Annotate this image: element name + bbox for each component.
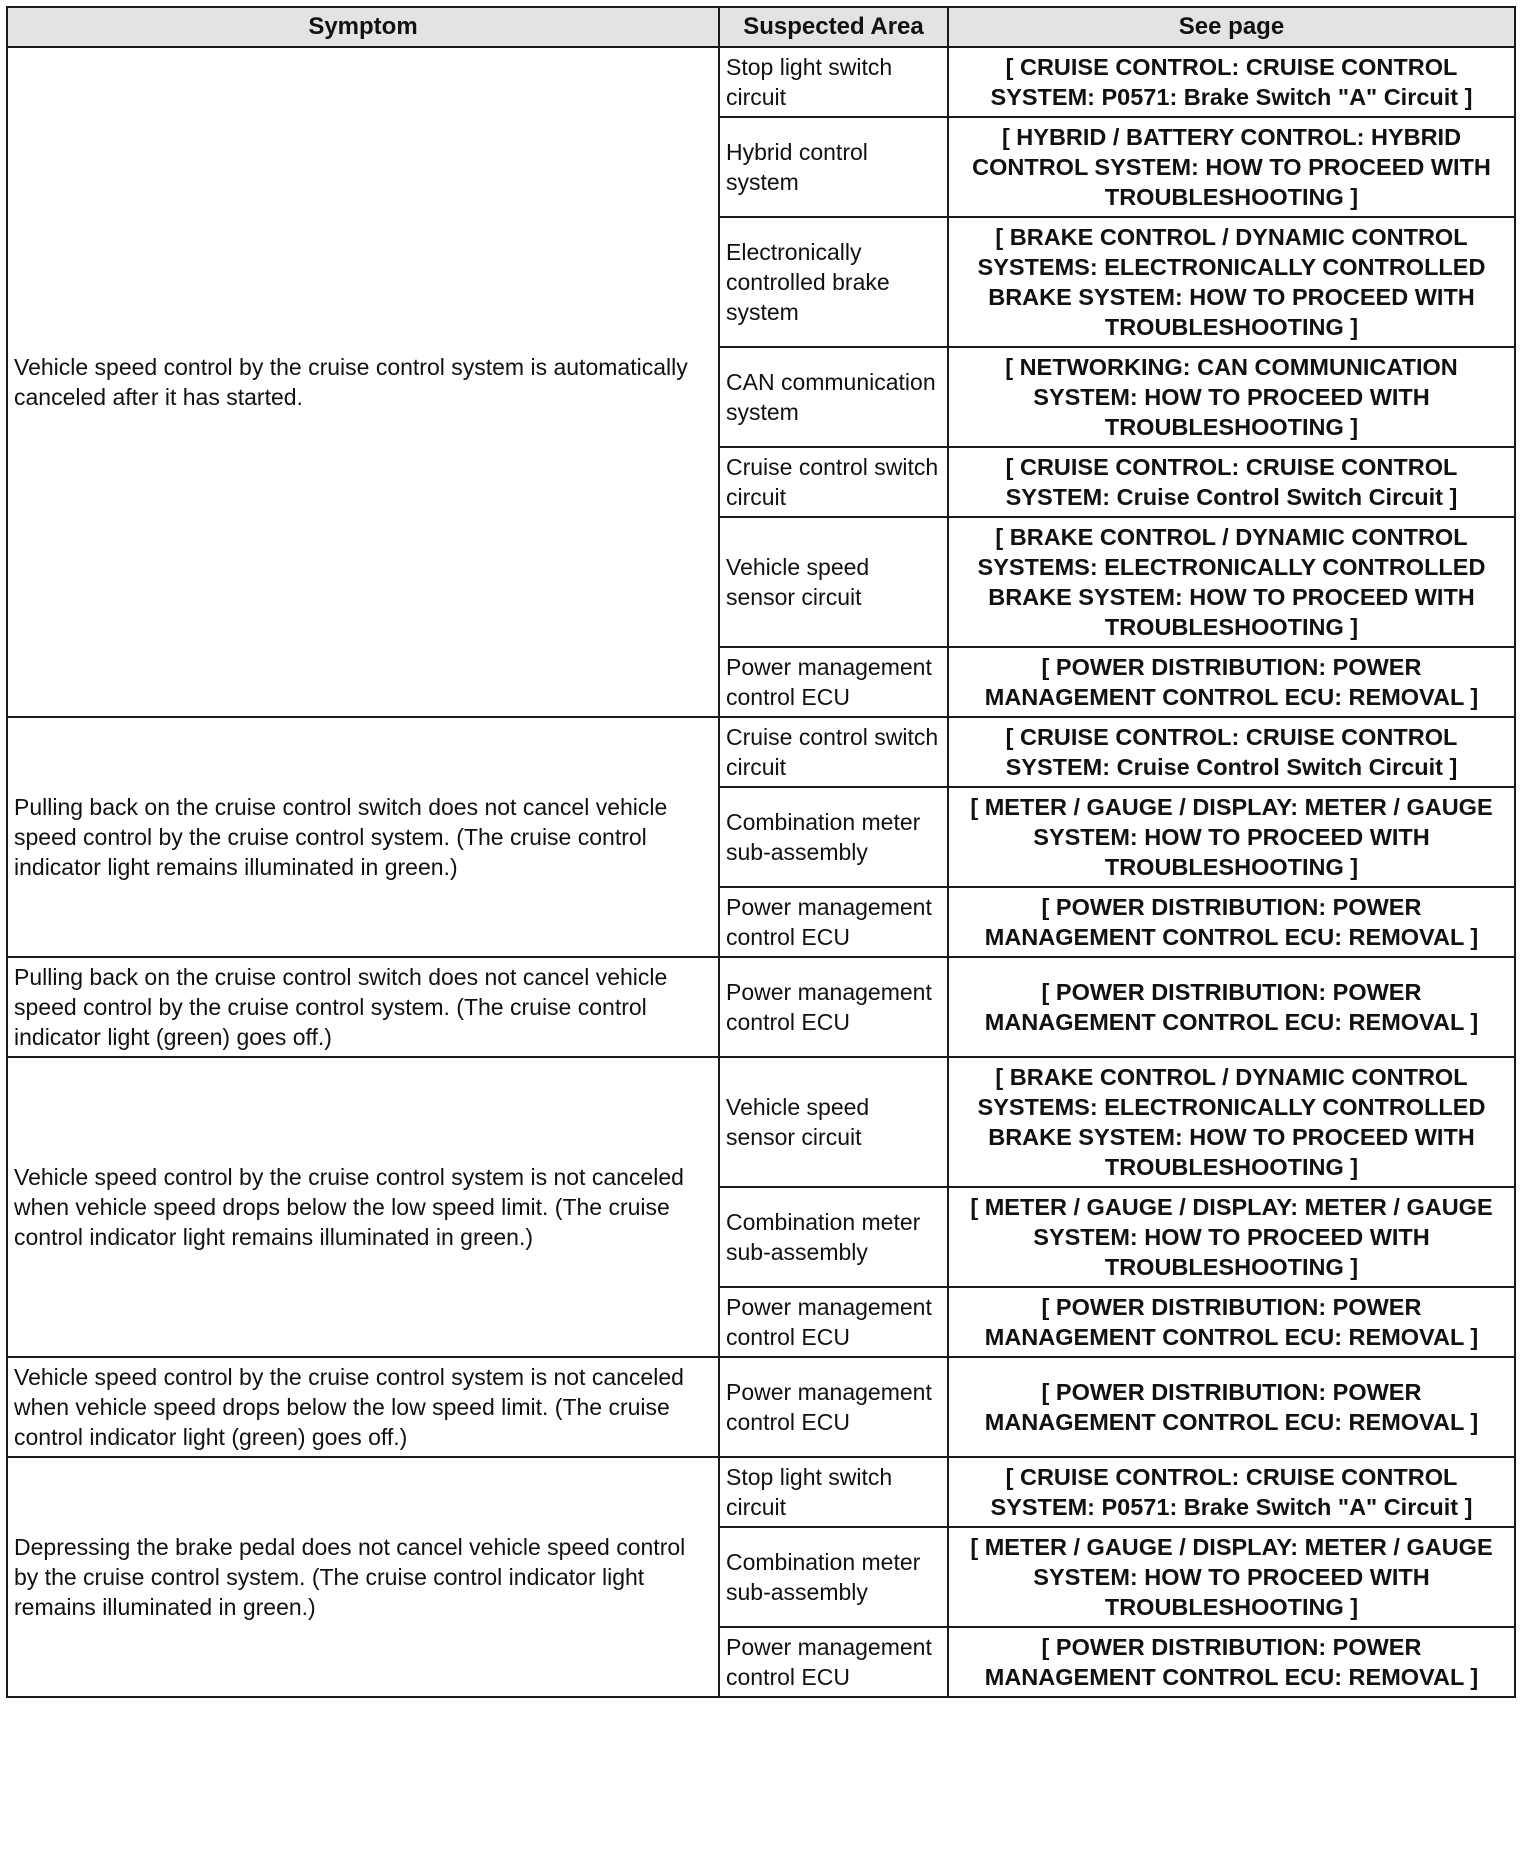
table-row	[7, 47, 1515, 117]
symptom-cell: Depressing the brake pedal does not cancel vehicle speed control by the cruise control system. (The cruise control indicator light remains illuminated in green.)	[7, 1457, 719, 1697]
see-page-link[interactable]: [ BRAKE CONTROL / DYNAMIC CONTROL SYSTEMS: ELECTRONICALLY CONTROLLED BRAKE SYSTEM: HOW TO PROCEED WITH TROUBLESHOOTING ]	[948, 517, 1515, 647]
suspected-area-cell: Combination meter sub-assembly	[719, 1527, 948, 1627]
suspected-area-cell: Combination meter sub-assembly	[719, 787, 948, 887]
symptom-cell: Vehicle speed control by the cruise control system is not canceled when vehicle speed drops below the low speed limit. (The cruise control indicator light (green) goes off.)	[7, 1357, 719, 1457]
symptom-cell: Pulling back on the cruise control switch does not cancel vehicle speed control by the cruise control system. (The cruise control indicator light (green) goes off.)	[7, 957, 719, 1057]
suspected-area-cell: CAN communication system	[719, 347, 948, 447]
suspected-area-cell: Vehicle speed sensor circuit	[719, 517, 948, 647]
see-page-link[interactable]: [ METER / GAUGE / DISPLAY: METER / GAUGE SYSTEM: HOW TO PROCEED WITH TROUBLESHOOTING ]	[948, 1187, 1515, 1287]
see-page-link[interactable]: [ POWER DISTRIBUTION: POWER MANAGEMENT CONTROL ECU: REMOVAL ]	[948, 1357, 1515, 1457]
table-row	[7, 1357, 1515, 1457]
see-page-link[interactable]: [ METER / GAUGE / DISPLAY: METER / GAUGE SYSTEM: HOW TO PROCEED WITH TROUBLESHOOTING ]	[948, 1527, 1515, 1627]
table-row	[7, 1057, 1515, 1187]
see-page-link[interactable]: [ POWER DISTRIBUTION: POWER MANAGEMENT CONTROL ECU: REMOVAL ]	[948, 647, 1515, 717]
table-body	[7, 47, 1515, 1697]
see-page-link[interactable]: [ POWER DISTRIBUTION: POWER MANAGEMENT CONTROL ECU: REMOVAL ]	[948, 1627, 1515, 1697]
suspected-area-cell: Combination meter sub-assembly	[719, 1187, 948, 1287]
see-page-link[interactable]: [ CRUISE CONTROL: CRUISE CONTROL SYSTEM: Cruise Control Switch Circuit ]	[948, 447, 1515, 517]
see-page-link[interactable]: [ METER / GAUGE / DISPLAY: METER / GAUGE SYSTEM: HOW TO PROCEED WITH TROUBLESHOOTING ]	[948, 787, 1515, 887]
see-page-link[interactable]: [ BRAKE CONTROL / DYNAMIC CONTROL SYSTEMS: ELECTRONICALLY CONTROLLED BRAKE SYSTEM: HOW TO PROCEED WITH TROUBLESHOOTING ]	[948, 217, 1515, 347]
suspected-area-cell: Power management control ECU	[719, 647, 948, 717]
suspected-area-column-header: Suspected Area	[719, 7, 948, 47]
suspected-area-cell: Power management control ECU	[719, 1357, 948, 1457]
symptom-cell: Pulling back on the cruise control switch does not cancel vehicle speed control by the cruise control system. (The cruise control indicator light remains illuminated in green.)	[7, 717, 719, 957]
see-page-link[interactable]: [ CRUISE CONTROL: CRUISE CONTROL SYSTEM: P0571: Brake Switch "A" Circuit ]	[948, 1457, 1515, 1527]
suspected-area-cell: Power management control ECU	[719, 1627, 948, 1697]
symptom-cell: Vehicle speed control by the cruise control system is not canceled when vehicle speed drops below the low speed limit. (The cruise control indicator light remains illuminated in green.)	[7, 1057, 719, 1357]
see-page-link[interactable]: [ HYBRID / BATTERY CONTROL: HYBRID CONTROL SYSTEM: HOW TO PROCEED WITH TROUBLESHOOTING ]	[948, 117, 1515, 217]
see-page-link[interactable]: [ POWER DISTRIBUTION: POWER MANAGEMENT CONTROL ECU: REMOVAL ]	[948, 957, 1515, 1057]
see-page-link[interactable]: [ POWER DISTRIBUTION: POWER MANAGEMENT CONTROL ECU: REMOVAL ]	[948, 887, 1515, 957]
see-page-link[interactable]: [ POWER DISTRIBUTION: POWER MANAGEMENT CONTROL ECU: REMOVAL ]	[948, 1287, 1515, 1357]
troubleshooting-document	[6, 6, 1514, 1698]
suspected-area-cell: Cruise control switch circuit	[719, 447, 948, 517]
see-page-column-header: See page	[948, 7, 1515, 47]
see-page-link[interactable]: [ BRAKE CONTROL / DYNAMIC CONTROL SYSTEMS: ELECTRONICALLY CONTROLLED BRAKE SYSTEM: HOW TO PROCEED WITH TROUBLESHOOTING ]	[948, 1057, 1515, 1187]
suspected-area-cell: Power management control ECU	[719, 957, 948, 1057]
suspected-area-cell: Vehicle speed sensor circuit	[719, 1057, 948, 1187]
see-page-link[interactable]: [ CRUISE CONTROL: CRUISE CONTROL SYSTEM: P0571: Brake Switch "A" Circuit ]	[948, 47, 1515, 117]
table-row	[7, 1457, 1515, 1527]
symptom-cell: Vehicle speed control by the cruise control system is automatically canceled after it has started.	[7, 47, 719, 717]
table-row	[7, 957, 1515, 1057]
suspected-area-cell: Stop light switch circuit	[719, 47, 948, 117]
suspected-area-cell: Power management control ECU	[719, 887, 948, 957]
suspected-area-cell: Hybrid control system	[719, 117, 948, 217]
see-page-link[interactable]: [ NETWORKING: CAN COMMUNICATION SYSTEM: HOW TO PROCEED WITH TROUBLESHOOTING ]	[948, 347, 1515, 447]
symptom-column-header: Symptom	[7, 7, 719, 47]
table-row	[7, 717, 1515, 787]
suspected-area-cell: Electronically controlled brake system	[719, 217, 948, 347]
suspected-area-cell: Power management control ECU	[719, 1287, 948, 1357]
problem-symptoms-table	[6, 6, 1516, 1698]
suspected-area-cell: Cruise control switch circuit	[719, 717, 948, 787]
suspected-area-cell: Stop light switch circuit	[719, 1457, 948, 1527]
see-page-link[interactable]: [ CRUISE CONTROL: CRUISE CONTROL SYSTEM: Cruise Control Switch Circuit ]	[948, 717, 1515, 787]
header-row	[7, 7, 1515, 47]
